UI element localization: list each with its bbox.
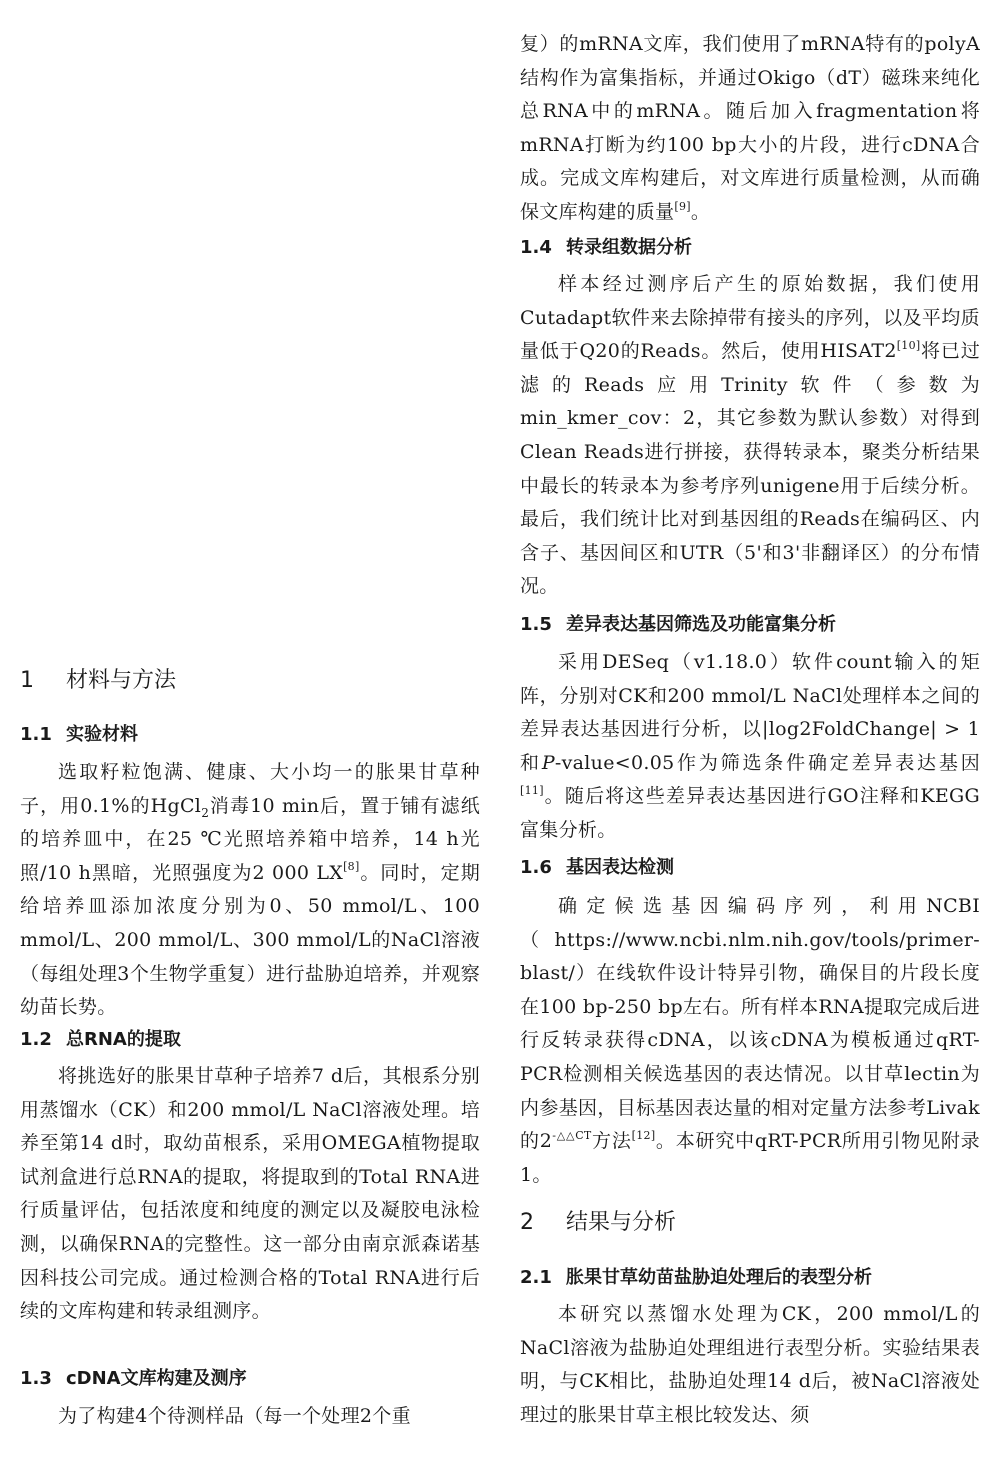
subsection-heading-2-1: [520, 1262, 872, 1294]
citation-ref: [12]: [631, 1128, 656, 1142]
superscript-formula: -△△CT: [552, 1128, 592, 1142]
subsection-title: 胀果甘草幼苗盐胁迫处理后的表型分析: [566, 1267, 872, 1288]
paragraph-1-2: 将挑选好的胀果甘草种子培养7 d后，其根系分别用蒸馏水（CK）和200 mmol/L NaCl溶液处理。培养至第14 d时，取幼苗根系，采用OMEGA植物提取试剂盒进行总RNA的提取，将提取到的Total RNA进行质量评估，包括浓度和纯度的测定以及凝胶电泳检测，以确保RNA的完整性。这一部分由南京派森诺基因科技公司完成。通过检测合格的Total RNA进行后续的文库构建和转录组测序。: [20, 1065, 480, 1323]
subsection-heading-1-3: [20, 1363, 247, 1395]
subsection-number: 2.1: [520, 1267, 552, 1288]
paragraph-1-6: 确定候选基因编码序列，利用NCBI（https://www.ncbi.nlm.nih.gov/tools/primer-blast/）在线软件设计特异引物，确保目的片段长度在100 bp-250 bp左右。所有样本RNA提取完成后进行反转录获得cDNA，以该cDNA为模板通过qRT-PCR检测相关候选基因的表达情况。以甘草lectin为内参基因，目标基因表达量的相对定量方法参考Livak的$2^{-\triangle\triangle CT}$方法[12]。本研究中qRT-PCR所用引物见附录1。: [520, 895, 980, 1186]
citation-ref: [11]: [520, 784, 544, 798]
section-heading-1: [20, 664, 176, 698]
section-heading-2: [520, 1206, 676, 1240]
subsection-heading-1-6: [520, 852, 674, 884]
subsection-title: 基因表达检测: [566, 857, 674, 878]
paragraph-2-1: 本研究以蒸馏水处理为CK，200 mmol/L的NaCl溶液为盐胁迫处理组进行表型分析。实验结果表明，与CK相比，盐胁迫处理14 d后，被NaCl溶液处理过的胀果甘草主根比较发达、须: [520, 1303, 980, 1426]
subsection-title: 实验材料: [66, 724, 138, 745]
paragraph-1-3-continued: 复）的mRNA文库，我们使用了mRNA特有的polyA结构作为富集指标，并通过Okigo（dT）磁珠来纯化总RNA中的mRNA。随后加入fragmentation将mRNA打断为约100 bp大小的片段，进行cDNA合成。完成文库构建后，对文库进行质量检测，从而确保文库构建的质量[9]。: [520, 33, 980, 223]
subsection-title: 转录组数据分析: [566, 237, 692, 258]
paragraph-1-4: 样本经过测序后产生的原始数据，我们使用Cutadapt软件来去除掉带有接头的序列，以及平均质量低于Q20的Reads。然后，使用HISAT2[10]将已过滤的Reads应用Trinity软件（参数为min_kmer_cov：2，其它参数为默认参数）对得到Clean Reads进行拼接，获得转录本，聚类分析结果中最长的转录本为参考序列unigene用于后续分析。最后，我们统计比对到基因组的Reads在编码区、内含子、基因间区和UTR（5'和3'非翻译区）的分布情况。: [520, 273, 981, 598]
paragraph-1-5: 采用DESeq（v1.18.0）软件count输入的矩阵，分别对CK和200 mmol/L NaCl处理样本之间的差异表达基因进行分析，以|log2FoldChange| > 1和P-value<0.05作为筛选条件确定差异表达基因[11]。随后将这些差异表达基因进行GO注释和KEGG富集分析。: [520, 651, 980, 841]
section-title: 结果与分析: [566, 1210, 677, 1235]
subsection-number: 1.4: [520, 237, 552, 258]
citation-ref: [10]: [896, 338, 921, 352]
subsection-heading-1-2: [20, 1024, 181, 1056]
subsection-number: 1.1: [20, 724, 52, 745]
subsection-title: 差异表达基因筛选及功能富集分析: [566, 614, 836, 635]
section-number: 1: [20, 668, 34, 693]
subsection-number: 1.2: [20, 1029, 52, 1050]
subsection-heading-1-4: [520, 232, 692, 264]
citation-ref: [9]: [674, 199, 691, 213]
subsection-number: 1.3: [20, 1368, 52, 1389]
left-column: [20, 0, 480, 1458]
right-column: [520, 0, 980, 1458]
section-title: 材料与方法: [66, 668, 177, 693]
subsection-heading-1-1: [20, 719, 138, 751]
subsection-title: cDNA文库构建及测序: [66, 1368, 247, 1389]
section-number: 2: [520, 1210, 534, 1235]
subsection-number: 1.5: [520, 614, 552, 635]
subsection-title: 总RNA的提取: [66, 1029, 181, 1050]
subsection-number: 1.6: [520, 857, 552, 878]
paragraph-1-3-start: 为了构建4个待测样品（每一个处理2个重: [58, 1405, 411, 1427]
subsection-heading-1-5: [520, 609, 836, 641]
citation-ref: [8]: [343, 860, 360, 874]
paragraph-1-1: 选取籽粒饱满、健康、大小均一的胀果甘草种子，用0.1%的HgCl$_2$消毒10 min后，置于铺有滤纸的培养皿中，在25 ℃光照培养箱中培养，14 h光照/10 h黑暗，光照强度为2 000 LX[8]。同时，定期给培养皿添加浓度分别为0、50 mmol/L、100 mmol/L、200 mmol/L、300 mmol/L的NaCl溶液（每组处理3个生物学重复）进行盐胁迫培养，并观察幼苗长势。: [20, 761, 480, 1019]
